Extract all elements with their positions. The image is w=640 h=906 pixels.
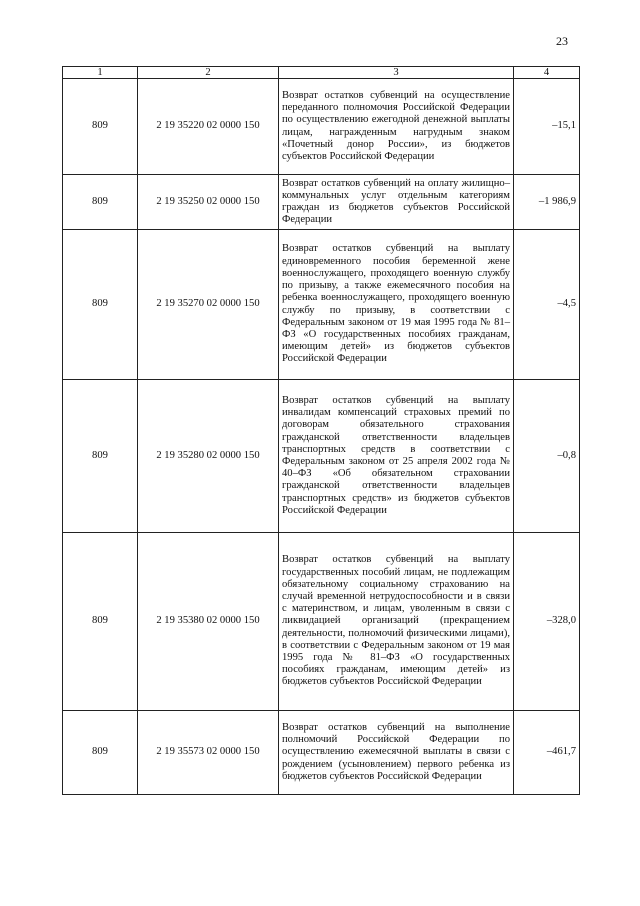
admin-code-cell: 809 <box>63 230 138 380</box>
budget-table <box>62 66 580 795</box>
table-row <box>63 79 580 175</box>
admin-code-cell: 809 <box>63 711 138 795</box>
table-row <box>63 380 580 533</box>
budget-code-cell: 2 19 35250 02 0000 150 <box>138 175 279 230</box>
budget-code-cell: 2 19 35380 02 0000 150 <box>138 533 279 711</box>
column-header-4: 4 <box>514 67 580 79</box>
table-header-row <box>63 67 580 79</box>
amount-cell: –461,7 <box>514 711 580 795</box>
amount-cell: –4,5 <box>514 230 580 380</box>
description-cell: Возврат остатков субвенций на выполнение полномочий Российской Федерации по осуществлению ежемесячной выплаты в связи с рождением (усыновлением) первого ребенка из бюджетов субъектов Российской Федерации <box>279 711 514 795</box>
description-cell: Возврат остатков субвенций на выплату инвалидам компенсаций страховых премий по договорам обязательного страхования гражданской ответственности владельцев транспортных средств в соответствии с Федеральным законом от 25 апреля 2002 года № 40–ФЗ «Об обязательном страховании гражданской ответственности владельцев транспортных средств» из бюджетов субъектов Российской Федерации <box>279 380 514 533</box>
description-cell: Возврат остатков субвенций на оплату жилищно–коммунальных услуг отдельным категориям граждан из бюджетов субъектов Российской Федерации <box>279 175 514 230</box>
table-row <box>63 230 580 380</box>
page-number: 23 <box>556 34 568 48</box>
admin-code-cell: 809 <box>63 175 138 230</box>
description-cell: Возврат остатков субвенций на выплату единовременного пособия беременной жене военнослужащего, проходящего военную службу по призыву, а также ежемесячного пособия на ребенка военнослужащего, проходящего военную службу по призыву, в соответствии с Федеральным законом от 19 мая 1995 года № 81–ФЗ «О государственных пособиях гражданам, имеющим детей» из бюджетов субъектов Российской Федерации <box>279 230 514 380</box>
amount-cell: –15,1 <box>514 79 580 175</box>
column-header-2: 2 <box>138 67 279 79</box>
description-cell: Возврат остатков субвенций на выплату государственных пособий лицам, не подлежащим обязательному социальному страхованию на случай временной нетрудоспособности и в связи с материнством, и лицам, уволенным в связи с ликвидацией организаций (прекращением деятельности, полномочий физическими лицами), в соответствии с Федеральным законом от 19 мая 1995 года № 81–ФЗ «О государственных пособиях гражданам, имеющим детей» из бюджетов субъектов Российской Федерации <box>279 533 514 711</box>
column-header-3: 3 <box>279 67 514 79</box>
admin-code-cell: 809 <box>63 533 138 711</box>
admin-code-cell: 809 <box>63 79 138 175</box>
description-cell: Возврат остатков субвенций на осуществление переданного полномочия Российской Федерации по осуществлению ежегодной денежной выплаты лицам, награжденным нагрудным знаком «Почетный донор России», из бюджетов субъектов Российской Федерации <box>279 79 514 175</box>
budget-code-cell: 2 19 35573 02 0000 150 <box>138 711 279 795</box>
budget-code-cell: 2 19 35280 02 0000 150 <box>138 380 279 533</box>
admin-code-cell: 809 <box>63 380 138 533</box>
amount-cell: –0,8 <box>514 380 580 533</box>
amount-cell: –1 986,9 <box>514 175 580 230</box>
column-header-1: 1 <box>63 67 138 79</box>
budget-code-cell: 2 19 35270 02 0000 150 <box>138 230 279 380</box>
budget-code-cell: 2 19 35220 02 0000 150 <box>138 79 279 175</box>
amount-cell: –328,0 <box>514 533 580 711</box>
table-row <box>63 533 580 711</box>
table-row <box>63 175 580 230</box>
table-row <box>63 711 580 795</box>
